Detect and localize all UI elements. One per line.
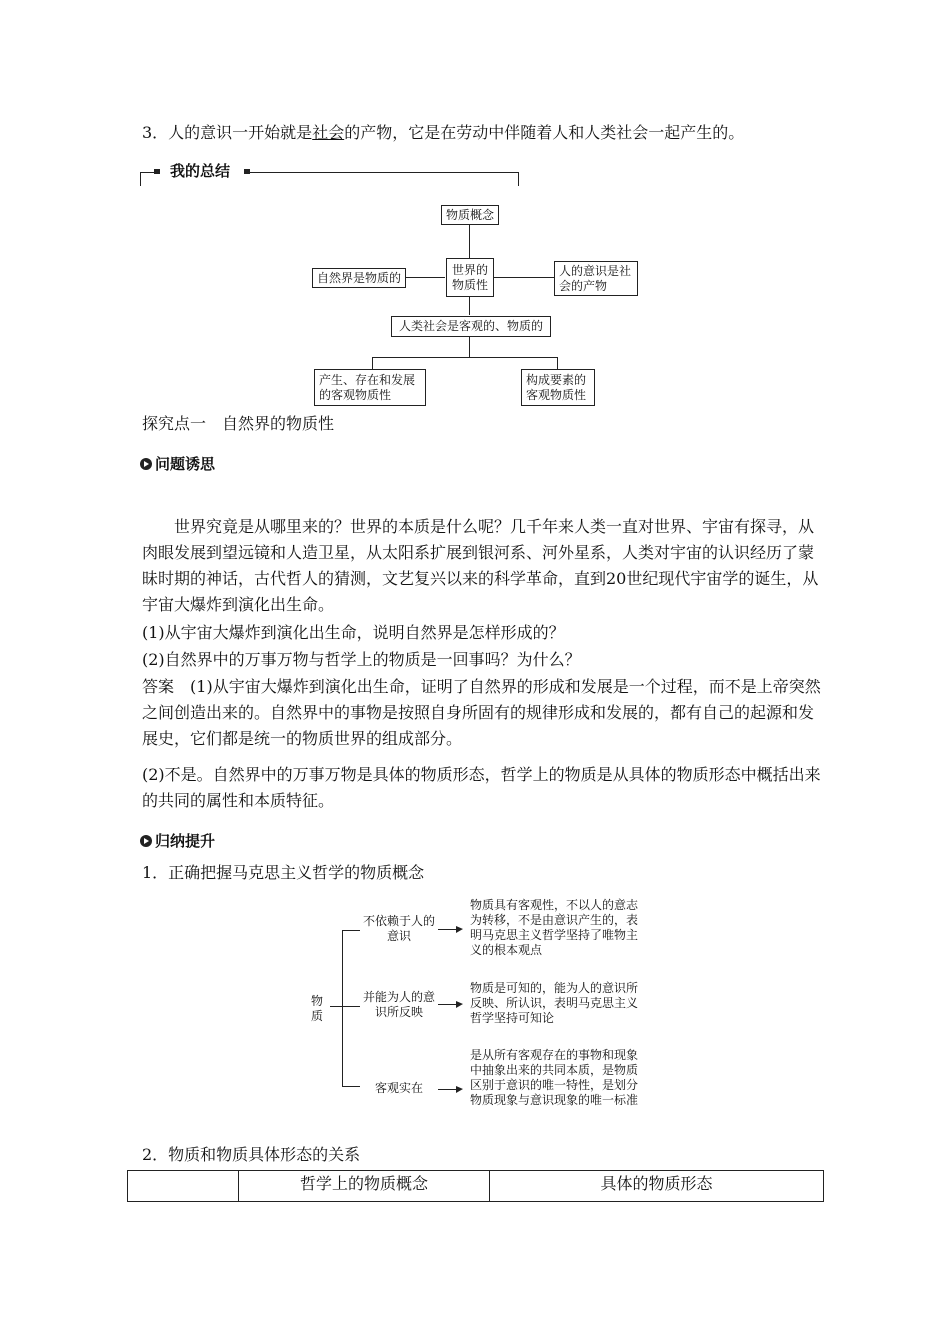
connector-branch-h bbox=[372, 357, 558, 358]
node-elements: 构成要素的客观物质性 bbox=[521, 369, 595, 406]
matter-root: 物质 bbox=[310, 994, 323, 1023]
connector-nature-center bbox=[405, 277, 445, 278]
frame-right-rule bbox=[250, 172, 518, 173]
node-center: 世界的物质性 bbox=[446, 258, 494, 297]
relation-table bbox=[127, 1170, 824, 1202]
node-nature: 自然界是物质的 bbox=[312, 268, 406, 288]
branch-2-text: 物质是可知的，能为人的意识所反映、所认识，表明马克思主义哲学坚持可知论 bbox=[470, 981, 639, 1025]
question-2: (2)自然界中的万事万物与哲学上的物质是一回事吗？为什么？ bbox=[142, 650, 581, 669]
answer-1 bbox=[142, 674, 826, 752]
summary2-header-label: 归纳提升 bbox=[155, 832, 216, 850]
summary2-header bbox=[140, 830, 215, 851]
arrow-3-head-icon bbox=[456, 1086, 463, 1093]
arrow-1-head-icon bbox=[456, 926, 463, 933]
frame-right-tick bbox=[518, 172, 519, 186]
question-1: (1)从宇宙大爆炸到演化出生命，说明自然界是怎样形成的？ bbox=[142, 623, 565, 642]
item-3-prefix: 3．人的意识一开始就是 bbox=[142, 123, 313, 142]
arrow-3-shaft bbox=[438, 1089, 458, 1090]
item-3-underlined: 社会 bbox=[312, 123, 345, 142]
bracket-mid bbox=[342, 1006, 360, 1007]
answer-1-text: (1)从宇宙大爆炸到演化出生命，证明了自然界的形成和发展是一个过程，而不是上帝突然之间创造出来的。自然界中的事物是按照自身所固有的规律形成和发展的，都有自己的起源和发展史，它们都是统一的物质世界的组成部分。 bbox=[142, 677, 821, 748]
item-3-suffix: 的产物，它是在劳动中伴随着人和人类社会一起产生的。 bbox=[344, 123, 745, 142]
node-produce: 产生、存在和发展的客观物质性 bbox=[314, 369, 426, 406]
connector-center-society bbox=[469, 297, 470, 315]
connector-center-consciousness bbox=[494, 277, 554, 278]
arrow-2-shaft bbox=[438, 1004, 458, 1005]
frame-left-mark bbox=[154, 169, 160, 174]
node-concept: 物质概念 bbox=[441, 205, 499, 225]
summary2-item-2: 2．物质和物质具体形态的关系 bbox=[142, 1145, 361, 1164]
table-row bbox=[128, 1171, 824, 1202]
problem-intro: 世界究竟是从哪里来的？世界的本质是什么呢？几千年来人类一直对世界、宇宙有探寻，从肉眼发展到望远镜和人造卫星，从太阳系扩展到银河系、河外星系，人类对宇宙的认识经历了蒙昧时期的神话，古代哲人的猜测，文艺复兴以来的科学革命，直到20世纪现代宇宙学的诞生，从宇宙大爆炸到演化出生命。 bbox=[142, 517, 819, 614]
connector-concept-center bbox=[469, 224, 470, 258]
item-3 bbox=[142, 120, 744, 143]
branch-3-label: 客观实在 bbox=[374, 1081, 423, 1095]
branch-2-label: 并能为人的意识所反映 bbox=[362, 990, 435, 1019]
arrow-2-head-icon bbox=[456, 1001, 463, 1008]
table-header-empty bbox=[128, 1171, 239, 1202]
answer-label: 答案 bbox=[142, 677, 175, 696]
root-bracket bbox=[342, 930, 343, 1086]
summary-title: 我的总结 bbox=[170, 162, 231, 180]
table-header-concrete: 具体的物质形态 bbox=[490, 1171, 824, 1202]
answer-2: (2)不是。自然界中的万事万物是具体的物质形态，哲学上的物质是从具体的物质形态中概括出来的共同的属性和本质特征。 bbox=[142, 765, 821, 810]
section-1-title: 探究点一 自然界的物质性 bbox=[142, 414, 335, 433]
branch-1-label: 不依赖于人的意识 bbox=[362, 914, 435, 943]
problem-header-label: 问题诱思 bbox=[155, 455, 216, 473]
node-consciousness: 人的意识是社会的产物 bbox=[554, 261, 638, 296]
node-society: 人类社会是客观的、物质的 bbox=[391, 316, 551, 337]
frame-left-corner bbox=[140, 172, 141, 180]
summary2-item-1: 1．正确把握马克思主义哲学的物质概念 bbox=[142, 863, 425, 882]
arrow-1-shaft bbox=[438, 929, 458, 930]
play-circle-icon bbox=[140, 458, 152, 470]
root-connector bbox=[330, 1006, 342, 1007]
branch-3-text: 是从所有客观存在的事物和现象中抽象出来的共同本质，是物质区别于意识的唯一特性，是划分物质现象与意识现象的唯一标准 bbox=[470, 1048, 639, 1107]
branch-1-text: 物质具有客观性，不以人的意志为转移，不是由意识产生的，表明马克思主义哲学坚持了唯物主义的根本观点 bbox=[470, 898, 639, 957]
table-header-philosophy: 哲学上的物质概念 bbox=[239, 1171, 490, 1202]
bracket-bottom bbox=[342, 1086, 360, 1087]
play-circle-icon bbox=[140, 835, 152, 847]
bracket-top bbox=[342, 930, 360, 931]
problem-header bbox=[140, 453, 215, 474]
connector-society-branch bbox=[469, 337, 470, 357]
